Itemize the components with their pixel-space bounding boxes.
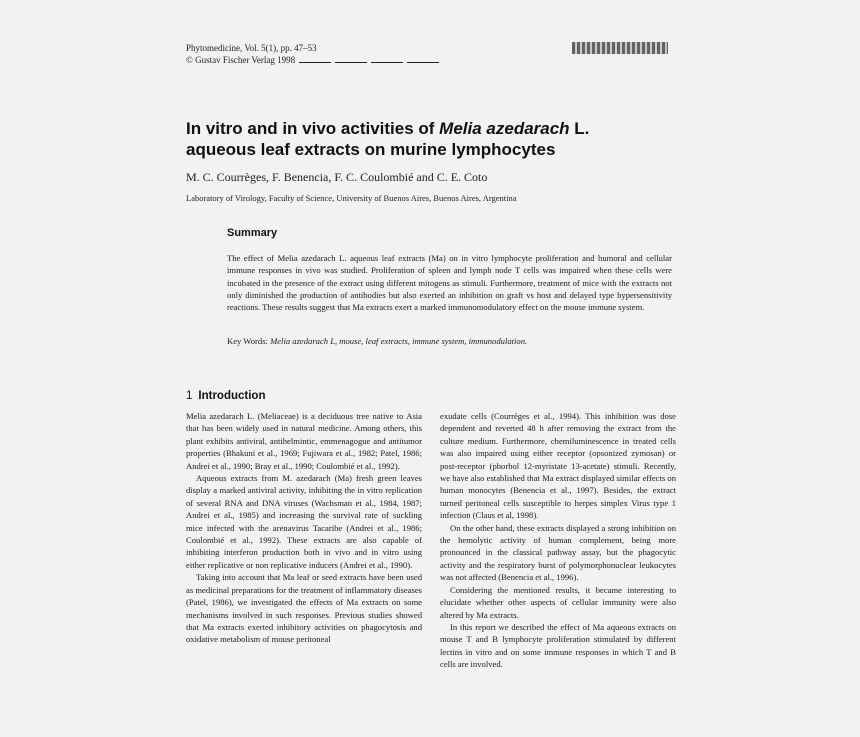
header-rule [371,56,403,63]
paragraph: exudate cells (Courrèges et al., 1994). This inhibition was dose dependent and reverted 48 h after removing the extract from the culture medium. Furthermore, chemiluminescence in treated cells was also impaired using either receptor (opsonized zymosan) or post-receptor (phorbol 12-myristate 13-acetate) stimuli. Recently, we have also established that Ma extract displayed similar effects on human monocytes (Benencia et al., 1997). Besides, the extract turned peritoneal cells susceptible to herpes simplex Virus type 1 infection (Claus et al, 1998). [440,411,676,521]
title-prefix: In vitro and in vivo activities of [186,119,440,138]
title-line-2: aqueous leaf extracts on murine lymphocytes [186,140,556,159]
paragraph: On the other hand, these extracts displayed a strong inhibition on the hemolytic activity of human complement, being more pronounced in the classical pathway assay, but the phagocytic activity and the respiratory burst of polymorphonuclear leukocytes was not affected (Benencia et al., 1996). [440,522,676,583]
affiliation: Laboratory of Virology, Faculty of Science, University of Buenos Aires, Buenos Aires, Argentina [186,193,517,203]
paragraph: Melia azedarach L. (Meliaceae) is a deciduous tree native to Asia that has been widely used in natural medicine. Among others, this plant exhibits antiviral, antihelmintic, emmenagogue and antitumor properties (Bhakuni et al., 1969; Fujiwara et al., 1982; Patel, 1986; Andrei et al., 1990; Bray et al., 1990; Coulombié et al., 1992). [186,411,422,471]
keywords [227,336,672,346]
title-suffix: L. [569,119,590,138]
summary-text: The effect of Melia azedarach L. aqueous leaf extracts (Ma) on in vitro lymphocyte proliferation and humoral and cellular immune responses in vivo was studied. Proliferation of spleen and lymph node T cells was impaired when these cells were incubated in the presence of the extract using different mitogens as stimuli. Furthermore, treatment of mice with the extracts not only diminished the production of antibodies but also exerted an inhibition on graft vs host and delayed type hypersensitivity reactions. These results suggest that Ma extracts exert a marked immunomodulatory effect on the mouse immune system. [227,253,672,313]
header-rule [407,56,439,63]
keywords-label: Key Words: [227,336,268,346]
header-rule [299,56,331,63]
copyright-text: © Gustav Fischer Verlag 1998 [186,55,296,65]
author-list: M. C. Courrèges, F. Benencia, F. C. Coulombié and C. E. Coto [186,170,488,184]
journal-header [186,42,439,66]
paragraph: Taking into account that Ma leaf or seed extracts have been used as medicinal preparations for the treatment of inflammatory diseases (Patel, 1986), we investigated the effects of Ma extracts on some mechanisms involved in such responses. Previous studies showed that Ma extracts exerted inhibitory activities on phagocytosis and oxidative metabolism of mouse peritoneal [186,572,422,645]
summary-heading: Summary [227,227,278,239]
paragraph: Considering the mentioned results, it became interesting to elucidate whether other aspects of cellular immunity were also altered by Ma extracts. [440,584,676,620]
paragraph: In this report we described the effect of Ma aqueous extracts on mouse T and B lymphocyte proliferation stimulated by different lectins in vitro and on some immune responses in which T and B cells are involved. [440,621,676,670]
introduction-heading [186,390,265,402]
barcode-stamp [572,42,668,54]
journal-copyright [186,54,439,66]
section-title: Introduction [198,390,266,402]
right-column [440,410,676,671]
keywords-list: Melia azedarach L, mouse, leaf extracts, immune system, immunodulation. [270,336,528,346]
section-number: 1 [186,390,193,402]
paragraph: Aqueous extracts from M. azedarach (Ma) fresh green leaves display a marked antiviral activity, inhibiting the in vitro replication of several RNA and DNA viruses (Wachsman et al., 1984, 1987; Andrei et al., 1985) and increasing the survival rate of suckling mice infected with the arenavirus Tacaribe (Andrei et al., 1986; Coulombié et al., 1992). These extracts are also capable of inhibiting interferon production both in vivo and in vitro using either replicative or non replicative inducers (Andrei et al., 1990). [186,473,422,570]
title-species: Melia azedarach [439,119,570,138]
header-rule [335,56,367,63]
article-title [186,118,706,160]
journal-citation: Phytomedicine, Vol. 5(1), pp. 47–53 [186,43,317,53]
left-column [186,410,422,646]
